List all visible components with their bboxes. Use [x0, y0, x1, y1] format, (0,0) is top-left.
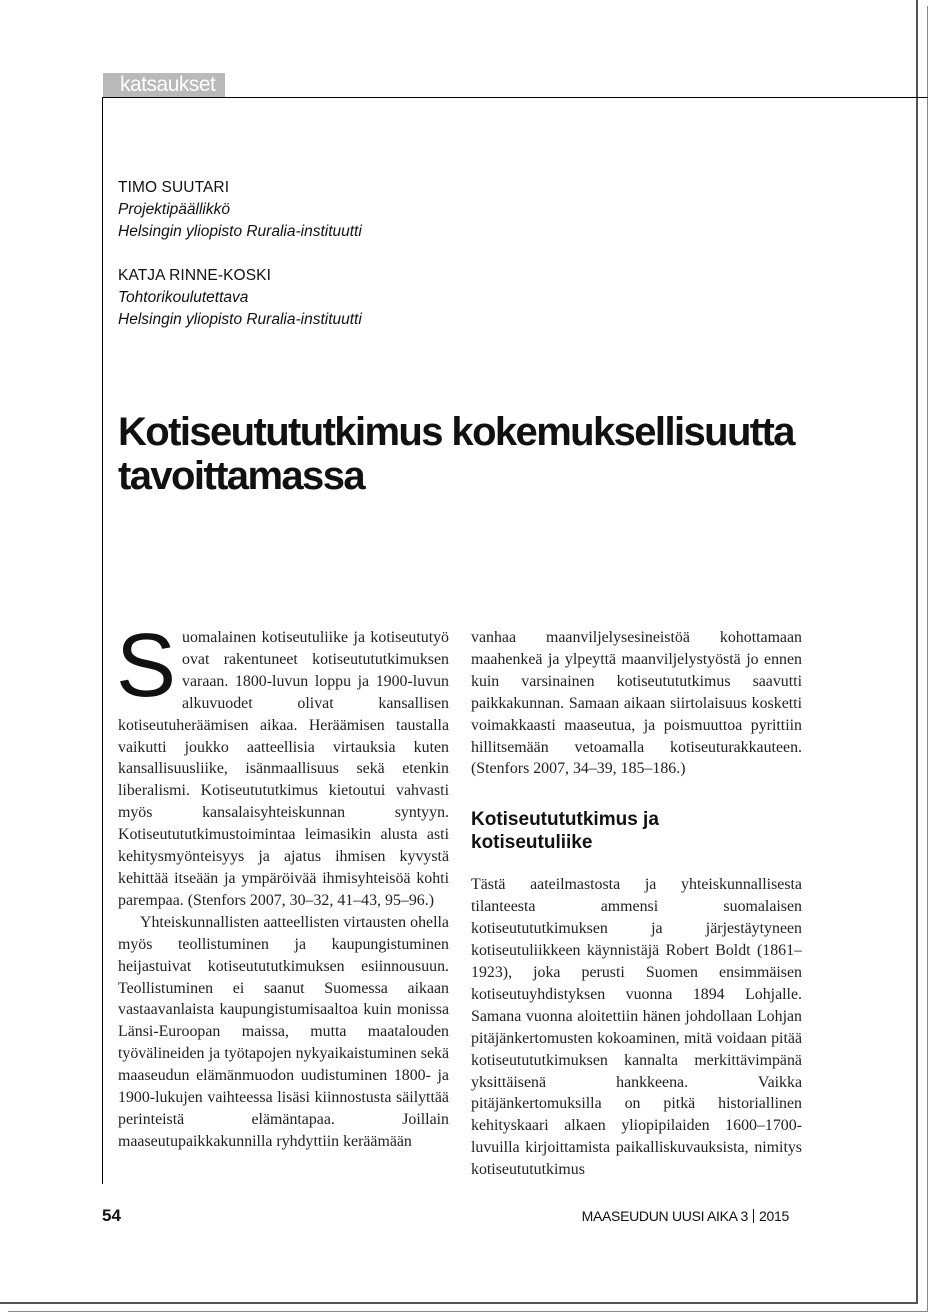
author-role: Tohtorikoulutettava — [118, 289, 249, 306]
author-1 — [118, 177, 362, 243]
paragraph-3: vanhaa maanviljelysesineistöä kohottamaan maahenkeä ja ylpeyttä maanviljelystyöstä jo ennen kuin varsinainen kotiseutututkimus saavutti paikkakunnan. Samaan aikaan siirtolaisuus kosketti voimakkaasti maaseutua, ja poismuuttoa pyrittiin hillitsemään vetoamalla kotiseuturakkauteen. (Stenfors 2007, 34–39, 185–186.) — [471, 629, 802, 778]
left-rule — [102, 97, 103, 1184]
article-title — [118, 410, 818, 498]
header-rule — [103, 97, 928, 98]
section-heading — [471, 808, 802, 854]
section-heading-line-1: Kotiseutututkimus ja — [471, 809, 659, 831]
title-line-2: tavoittamassa — [118, 454, 364, 498]
issue-year: 2015 — [759, 1208, 789, 1224]
paragraph-2: Yhteiskunnallisten aatteellisten virtausten ohella myös teollistuminen ja kaupungistuminen heijastuivat kotiseutututkimuksen esiinnousuun. Teollistuminen ei saanut Suomessa aikaan vastaavanlaista kaupungistumisaaltoa kuin monissa Länsi-Euroopan maissa, mutta maatalouden työvälineiden ja työtapojen nykyaikaistuminen sekä maaseudun elämänmuodon uudistuminen 1800- ja 1900-lukujen vaihteessa lisäsi kiinnostusta säilyttää perinteistä elämäntapaa. Joillain maaseutupaikkakunnilla ryhdyttiin keräämään — [118, 913, 449, 1150]
author-2 — [118, 265, 362, 331]
footer-separator — [753, 1209, 754, 1223]
journal-name: MAASEUDUN UUSI AIKA — [581, 1208, 737, 1224]
section-label: katsaukset — [103, 73, 225, 97]
author-name: KATJA RINNE-KOSKI — [118, 267, 271, 284]
author-institution: Helsingin yliopisto Ruralia-instituutti — [118, 311, 362, 328]
paragraph-1-text: uomalainen kotiseutuliike ja kotiseututyö ovat rakentuneet kotiseutututkimuksen varaan. 1800-luvun loppu ja 1900-luvun alkuvuodet olivat kansallisen kotiseutuheräämisen aikaa. Heräämisen taustalla vaikutti joukko aatteellisia virtauksia kuten kansallisuusliike, isänmaallisuus sekä etenkin liberalismi. Kotiseutututkimus kietoutui vahvasti myös kansalaisyhteiskunnan syntyyn. Kotiseutututkimustoimintaa leimasikin alusta asti kehitysmyönteisyys ja ajatus ihmisen kyvystä kehittää itseään ja ympäröivää ihmisyhteisöä kohti parempaa. (Stenfors 2007, 30–32, 41–43, 95–96.) — [118, 629, 449, 909]
author-institution: Helsingin yliopisto Ruralia-instituutti — [118, 223, 362, 240]
journal-footer — [582, 1208, 789, 1224]
page-number: 54 — [102, 1206, 121, 1225]
section-heading-line-2: kotiseutuliike — [471, 832, 593, 854]
issue-number: 3 — [740, 1208, 749, 1224]
author-list — [118, 177, 362, 353]
author-name: TIMO SUUTARI — [118, 179, 230, 196]
body-column-left — [116, 616, 449, 1153]
title-line-1: Kotiseutututkimus kokemuksellisuutta — [118, 410, 794, 454]
author-role: Projektipäällikkö — [118, 201, 230, 218]
drop-cap: S — [116, 616, 177, 716]
body-column-right — [471, 627, 802, 1181]
paragraph-4: Tästä aateilmastosta ja yhteiskunnallisesta tilanteesta ammensi suomalaisen kotiseutututkimuksen ja järjestäytyneen kotiseutuliikkeen käynnistäjä Robert Boldt (1861–1923), joka perusti Suomen ensimmäisen kotiseutuyhdistyksen vuonna 1894 Lohjalle. Samana vuonna aloitettiin hänen johdollaan Lohjan pitäjänkertomusten kokoaminen, mitä voidaan pitää kotiseutututkimuksen kannalta merkittävimpänä yksittäisenä hankkeena. Vaikka pitäjänkertomuksilla on pitkä historiallinen kehityskaari alkaen yliopipilaiden 1600–1700-luvuilla kirjoittamista paikalliskuvauksista, nimitys kotiseutututkimus — [471, 876, 802, 1179]
paragraph-1 — [116, 616, 449, 912]
